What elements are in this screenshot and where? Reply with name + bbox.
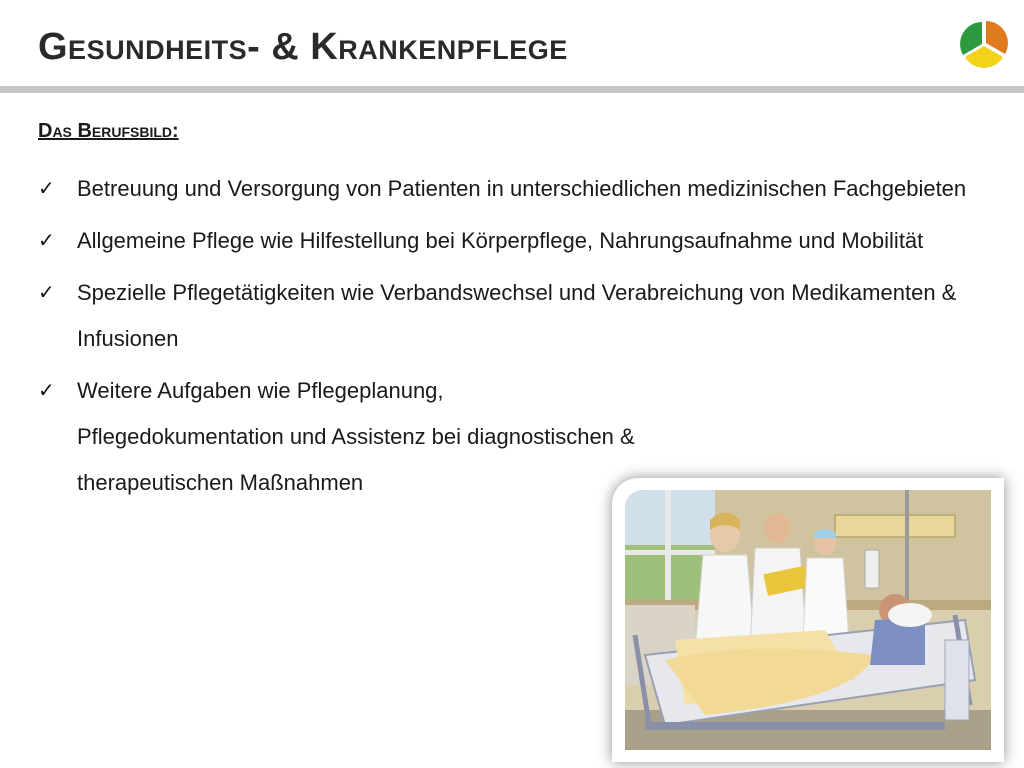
checkmark-icon: ✓ (38, 178, 55, 200)
hospital-ward-photo (625, 490, 991, 750)
bullet-item (36, 166, 986, 212)
logo-icon (956, 16, 1012, 72)
bullet-text: Allgemeine Pflege wie Hilfestellung bei Körperpflege, Nahrungsaufnahme und Mobilität (77, 228, 924, 253)
bullet-text: Betreuung und Versorgung von Patienten in unterschiedlichen medizinischen Fachgebieten (77, 176, 967, 201)
checkmark-icon: ✓ (38, 282, 55, 304)
section-heading: Das Berufsbild: (38, 120, 179, 142)
bullet-item (36, 218, 986, 264)
bullet-text: Spezielle Pflegetätigkeiten wie Verbandswechsel und Verabreichung von Medikamenten & Infusionen (77, 280, 957, 351)
checkmark-icon: ✓ (38, 380, 55, 402)
bullet-list (36, 166, 986, 506)
bullet-item (36, 270, 986, 362)
slide-title: Gesundheits- & Krankenpflege (38, 26, 568, 68)
bullet-text: Weitere Aufgaben wie Pflegeplanung, Pflegedokumentation und Assistenz bei diagnostischen & therapeutischen Maßnahmen (77, 378, 635, 495)
photo-frame (612, 478, 1004, 762)
title-divider (0, 86, 1024, 93)
bullet-item (36, 368, 637, 506)
checkmark-icon: ✓ (38, 230, 55, 252)
